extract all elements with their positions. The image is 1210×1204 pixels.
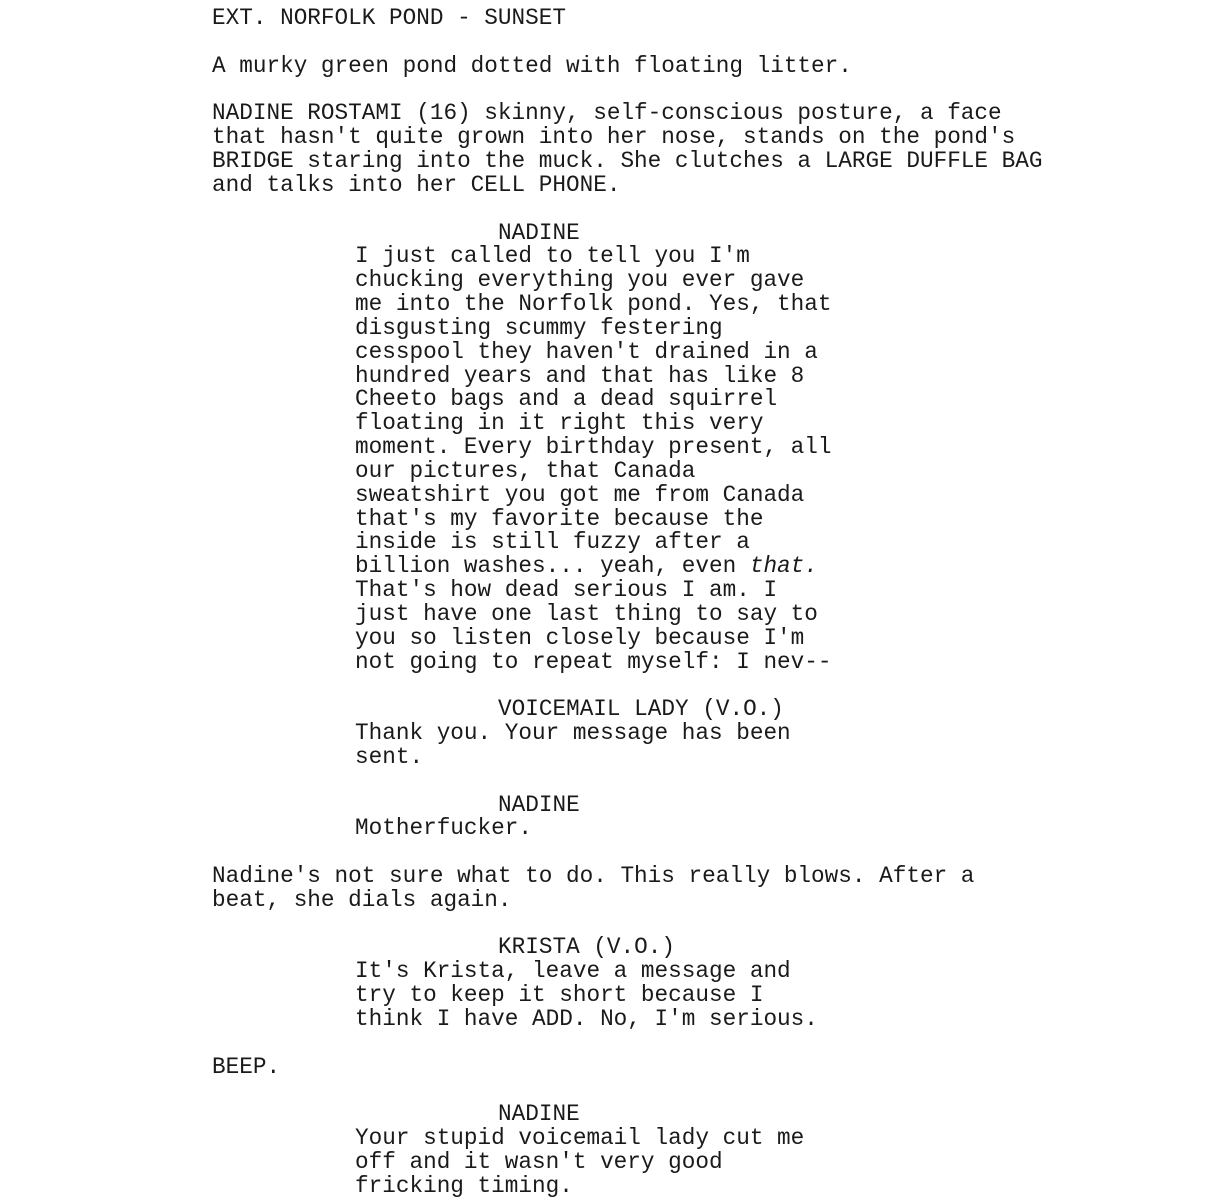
- action-line: BRIDGE staring into the muck. She clutches a LARGE DUFFLE BAG: [212, 148, 1043, 174]
- dialogue-line: just have one last thing to say to: [355, 601, 818, 627]
- action-line: beat, she dials again.: [212, 887, 512, 913]
- action-line: and talks into her CELL PHONE.: [212, 172, 621, 198]
- dialogue-line: chucking everything you ever gave: [355, 267, 805, 293]
- dialogue-line: cesspool they haven't drained in a: [355, 339, 818, 365]
- dialogue-line: It's Krista, leave a message and: [355, 958, 791, 984]
- dialogue-line: fricking timing.: [355, 1173, 573, 1199]
- dialogue-line: moment. Every birthday present, all: [355, 434, 832, 460]
- dialogue-line: [355, 555, 818, 579]
- dialogue-line: That's how dead serious I am. I: [355, 577, 778, 603]
- dialogue-line: inside is still fuzzy after a: [355, 529, 750, 555]
- action-line: BEEP.: [212, 1054, 281, 1080]
- character-name: KRISTA (V.O.): [498, 934, 675, 960]
- scene-heading: EXT. NORFOLK POND - SUNSET: [212, 5, 566, 31]
- character-name: NADINE: [498, 1101, 580, 1127]
- dialogue-line: hundred years and that has like 8: [355, 363, 805, 389]
- character-name: NADINE: [498, 792, 580, 818]
- action-line: NADINE ROSTAMI (16) skinny, self-conscious posture, a face: [212, 100, 1002, 126]
- action-line: Nadine's not sure what to do. This really blows. After a: [212, 863, 975, 889]
- dialogue-line: not going to repeat myself: I nev--: [355, 649, 832, 675]
- dialogue-line: disgusting scummy festering: [355, 315, 723, 341]
- dialogue-text: billion washes... yeah, even: [355, 553, 750, 579]
- dialogue-line: Motherfucker.: [355, 815, 532, 841]
- dialogue-line: you so listen closely because I'm: [355, 625, 805, 651]
- dialogue-line: think I have ADD. No, I'm serious.: [355, 1006, 818, 1032]
- dialogue-line: I just called to tell you I'm: [355, 243, 750, 269]
- dialogue-line: Your stupid voicemail lady cut me: [355, 1125, 805, 1151]
- dialogue-line: Thank you. Your message has been: [355, 720, 791, 746]
- action-line: that hasn't quite grown into her nose, stands on the pond's: [212, 124, 1016, 150]
- character-name: NADINE: [498, 220, 580, 246]
- dialogue-line: Cheeto bags and a dead squirrel: [355, 386, 778, 412]
- emphasis-text: that.: [749, 553, 818, 579]
- dialogue-line: try to keep it short because I: [355, 982, 764, 1008]
- action-line: A murky green pond dotted with floating litter.: [212, 53, 852, 79]
- dialogue-line: sweatshirt you got me from Canada: [355, 482, 805, 508]
- dialogue-line: me into the Norfolk pond. Yes, that: [355, 291, 832, 317]
- character-name: VOICEMAIL LADY (V.O.): [498, 696, 784, 722]
- dialogue-line: that's my favorite because the: [355, 506, 764, 532]
- dialogue-line: off and it wasn't very good: [355, 1149, 723, 1175]
- dialogue-line: sent.: [355, 744, 424, 770]
- dialogue-line: our pictures, that Canada: [355, 458, 696, 484]
- dialogue-line: floating in it right this very: [355, 410, 764, 436]
